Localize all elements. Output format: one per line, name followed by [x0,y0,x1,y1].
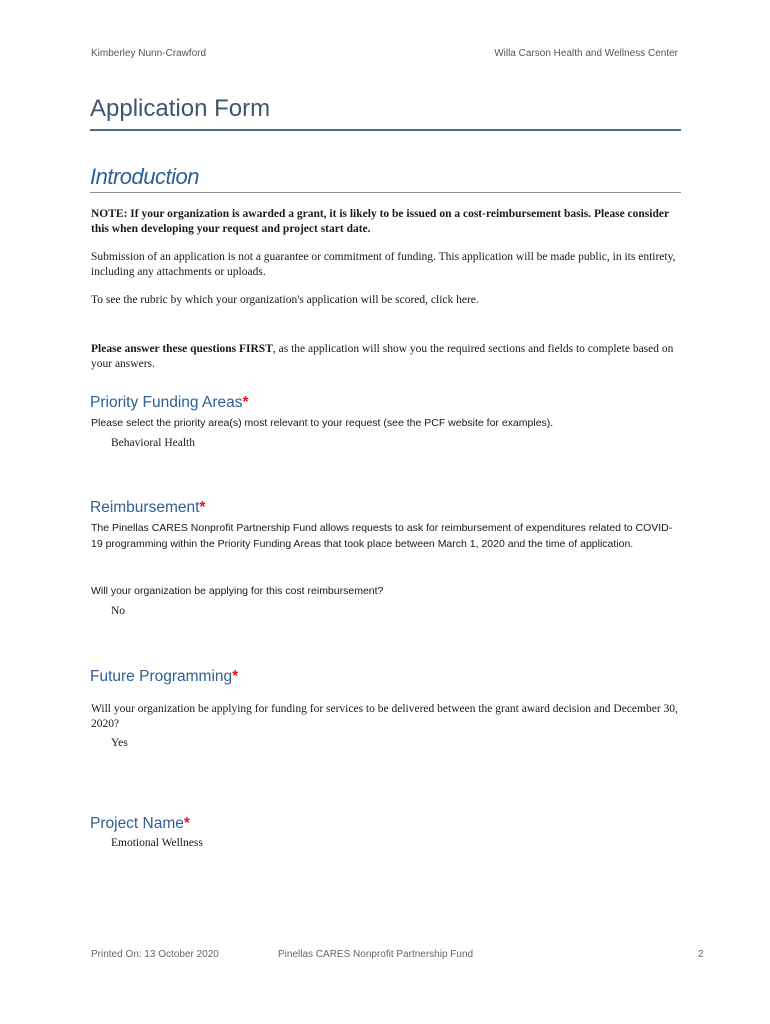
answer-first-emphasis: Please answer these questions FIRST [91,343,273,355]
page-title: Application Form [90,95,271,122]
answer-first-rest: , as the application will show you the required sections and fields to complete based on your answers. [91,343,674,370]
future-programming-heading-text: Future Programming [90,668,233,685]
header-applicant-name: Kimberley Nunn-Crawford [91,48,207,59]
introduction-divider [90,192,681,193]
required-marker: * [199,499,206,516]
future-programming-heading [90,668,238,686]
future-programming-question: Will your organization be applying for funding for services to be delivered between the grant award decision and December 30, 2020? [91,703,678,730]
reimbursement-answer: No [111,605,126,617]
reimbursement-question: Will your organization be applying for this cost reimbursement? [91,585,384,597]
project-name-heading [90,815,190,833]
project-name-heading-text: Project Name [90,815,184,832]
reimbursement-heading-text: Reimbursement [90,499,200,516]
priority-funding-answer: Behavioral Health [111,437,195,449]
introduction-heading: Introduction [90,164,199,189]
footer-page-number: 2 [698,949,704,960]
footer-printed-date: Printed On: 13 October 2020 [91,949,219,960]
priority-funding-description: Please select the priority area(s) most relevant to your request (see the PCF website for examples). [91,417,554,429]
reimbursement-heading [90,499,205,517]
priority-funding-heading [90,394,249,412]
rubric-link-paragraph[interactable]: To see the rubric by which your organization's application will be scored, click here. [91,294,479,306]
project-name-answer: Emotional Wellness [111,837,203,849]
priority-funding-heading-text: Priority Funding Areas [90,394,243,411]
future-programming-answer: Yes [111,737,128,749]
header-organization-name: Willa Carson Health and Wellness Center [494,48,678,59]
required-marker: * [232,668,239,685]
answer-first-paragraph [91,342,681,372]
footer-fund-name: Pinellas CARES Nonprofit Partnership Fund [278,949,474,960]
reimbursement-description: The Pinellas CARES Nonprofit Partnership Fund allows requests to ask for reimbursement of expenditures related to COVID-19 programming within the Priority Funding Areas that took place between March 1, 2020 and the time of application. [91,522,673,550]
required-marker: * [183,815,190,832]
submission-paragraph: Submission of an application is not a guarantee or commitment of funding. This application will be made public, in its entirety, including any attachments or uploads. [91,251,676,278]
required-marker: * [242,394,249,411]
note-paragraph: NOTE: If your organization is awarded a grant, it is likely to be issued on a cost-reimbursement basis. Please consider this when developing your request and project start date. [91,208,669,235]
title-divider [90,129,681,131]
